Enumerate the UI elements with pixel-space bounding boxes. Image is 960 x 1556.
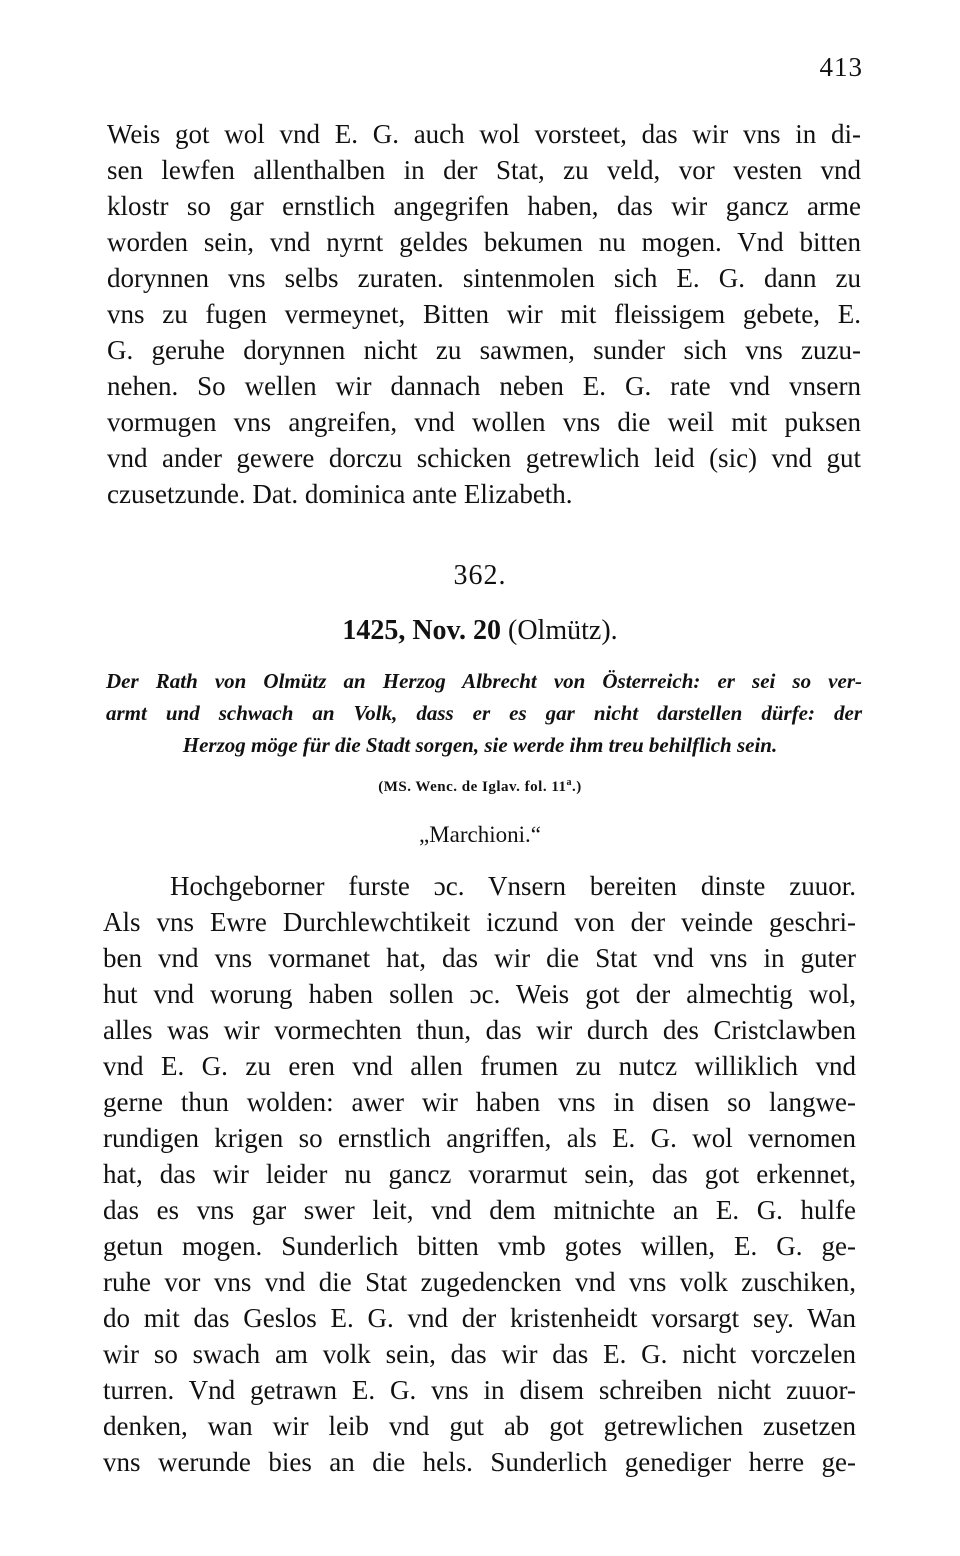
text-line: das es vns gar swer leit, vnd dem mitnichte an E. G. hulfe [103,1195,856,1225]
summary-line: armt und schwach an Volk, dass er es gar nicht darstellen dürfe: der [106,701,862,725]
text-line: ben vnd vns vormanet hat, das wir die Stat vnd vns in guter [103,943,856,973]
document-number: 362. [453,560,507,591]
date-place: (Olmütz). [508,615,618,646]
text-line: czusetzunde. Dat. dominica ante Elizabeth. [107,479,573,509]
text-line: Hochgeborner furste ɔc. Vnsern bereiten dinste zuuor. [170,871,856,901]
text-line: denken, wan wir leib vnd gut ab got getrewlichen zusetzen [103,1411,856,1441]
text-line: turren. Vnd getrawn E. G. vns in disem schreiben nicht zuuor- [103,1375,856,1405]
text-line: vormugen vns angreifen, vnd wollen vns die weil mit puksen [107,407,861,437]
text-line: getun mogen. Sunderlich bitten vmb gotes willen, E. G. ge- [103,1231,856,1261]
salutation: „Marchioni.“ [419,822,541,847]
date-bold: 1425, Nov. 20 [342,615,502,646]
document-date [0,615,960,647]
source-close: .) [572,779,582,795]
text-line: rundigen krigen so ernstlich angriffen, als E. G. wol vernomen [103,1123,856,1153]
source-reference [0,777,960,796]
text-line: nehen. So wellen wir dannach neben E. G. rate vnd vnsern [107,371,861,401]
page-number: 413 [819,52,863,82]
text-line: sen lewfen allenthalben in der Stat, zu veld, vor vesten vnd [107,155,861,185]
source-sup: a [566,777,573,788]
summary-line: Der Rath von Olmütz an Herzog Albrecht von Österreich: er sei so ver- [106,669,862,693]
text-line: gerne thun wolden: awer wir haben vns in disen so langwe- [103,1087,856,1117]
text-line: dorynnen vns selbs zuraten. sintenmolen sich E. G. dann zu [107,263,861,293]
text-line: hat, das wir leider nu gancz vorarmut sein, das got erkennet, [103,1159,856,1189]
source-text: (MS. Wenc. de Iglav. fol. 11 [378,779,567,795]
text-line: klostr so gar ernstlich angegrifen haben, das wir gancz arme [107,191,861,221]
text-line: vns werunde bies an die hels. Sunderlich genediger herre ge- [103,1447,856,1477]
text-line: vnd E. G. zu eren vnd allen frumen zu nutcz williklich vnd [103,1051,856,1081]
text-line: wir so swach am volk sein, das wir das E. G. nicht vorczelen [103,1339,856,1369]
text-line: Weis got wol vnd E. G. auch wol vorsteet, das wir vns in di- [107,119,861,149]
text-line: alles was wir vormechten thun, das wir durch des Cristclawben [103,1015,856,1045]
text-line: G. geruhe dorynnen nicht zu sawmen, sunder sich vns zuzu- [107,335,861,365]
summary-line: Herzog möge für die Stadt sorgen, sie werde ihm treu behilflich sein. [182,733,778,757]
text-line: vns zu fugen vermeynet, Bitten wir mit fleissigem gebete, E. [107,299,861,329]
text-line: vnd ander gewere dorczu schicken getrewlich leid (sic) vnd gut [107,443,861,473]
text-line: worden sein, vnd nyrnt geldes bekumen nu mogen. Vnd bitten [107,227,861,257]
text-line: Als vns Ewre Durchlewchtikeit iczund von der veinde geschri- [103,907,856,937]
text-line: do mit das Geslos E. G. vnd der kristenheidt vorsargt sey. Wan [103,1303,856,1333]
text-line: hut vnd worung haben sollen ɔc. Weis got der almechtig wol, [103,979,856,1009]
text-line: ruhe vor vns vnd die Stat zugedencken vnd vns volk zuschiken, [103,1267,856,1297]
